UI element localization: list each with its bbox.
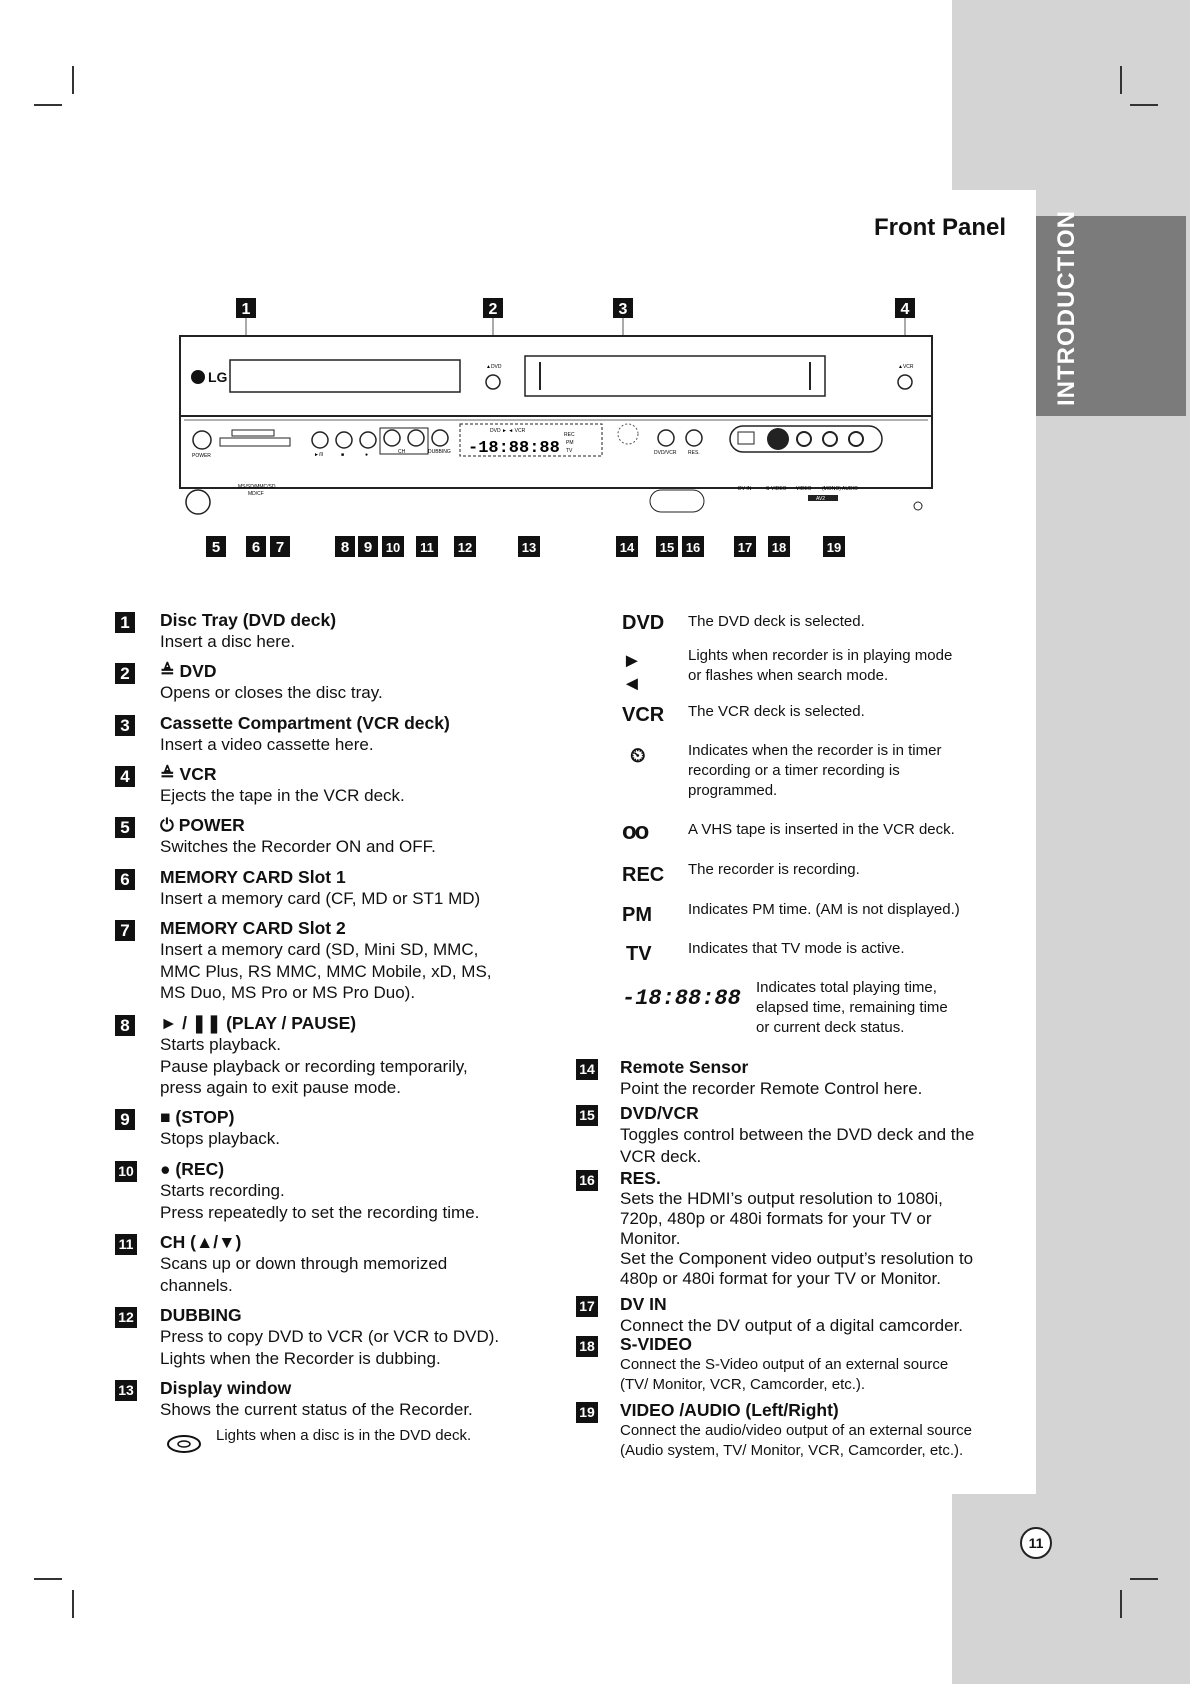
list-item (576, 1057, 1016, 1100)
item-desc: Press to copy DVD to VCR (or VCR to DVD). (160, 1327, 500, 1346)
indicator-text (688, 820, 998, 840)
callout-number: 2 (488, 301, 498, 318)
crop-mark (72, 1590, 74, 1618)
indicator-text (756, 978, 1066, 1038)
item-desc: Insert a disc here. (160, 632, 296, 651)
item-desc: VCR deck. (620, 1146, 702, 1166)
sidebar-gray-top (952, 0, 1190, 190)
tape-icon: oo (622, 818, 648, 845)
item-desc: (Audio system, TV/ Monitor, VCR, Camcorder, etc.). (620, 1442, 964, 1459)
indicator-symbol: VCR (622, 704, 665, 726)
card-slot-label: MD/CF (248, 491, 264, 497)
list-item (115, 610, 555, 653)
item-number: 2 (115, 663, 135, 684)
callout-number: 8 (340, 539, 350, 556)
ch-label: CH (398, 449, 406, 455)
item-desc: Connect the audio/video output of an external source (620, 1422, 972, 1439)
crop-mark (34, 1578, 62, 1580)
item-desc: Switches the Recorder ON and OFF. (160, 837, 436, 856)
lg-logo: LG (208, 369, 228, 385)
item-title: MEMORY CARD Slot 1 (160, 867, 346, 887)
callout-number: 5 (211, 539, 221, 556)
item-number: 5 (115, 817, 135, 838)
item-desc: Starts recording. (160, 1181, 285, 1200)
item-number: 3 (115, 715, 135, 736)
indicator-symbol: DVD (622, 612, 665, 634)
av-label: AV2 (816, 496, 826, 502)
list-item (115, 661, 555, 704)
indicator-line: The recorder is recording. (688, 861, 860, 878)
indicator-line: Indicates total playing time, (756, 979, 937, 996)
item-desc: Sets the HDMI’s output resolution to 1080i, (620, 1189, 943, 1208)
indicator-line: Indicates that TV mode is active. (688, 940, 905, 957)
item-number: 8 (115, 1015, 135, 1036)
indicator-line: recording or a timer recording is (688, 762, 900, 779)
item-title: DUBBING (160, 1305, 242, 1325)
item-number: 17 (576, 1296, 598, 1317)
indicator-symbol: PM (622, 904, 652, 926)
disc-indicator-text: Lights when a disc is in the DVD deck. (216, 1427, 472, 1444)
list-item (115, 713, 555, 756)
item-desc: Insert a memory card (CF, MD or ST1 MD) (160, 889, 481, 908)
callout-number: 1 (241, 301, 251, 318)
item-number: 11 (115, 1234, 137, 1255)
item-title: ≜ VCR (160, 764, 217, 784)
item-number: 4 (115, 766, 135, 787)
item-title: ■ (STOP) (160, 1107, 235, 1127)
indicator-line: or flashes when search mode. (688, 667, 889, 684)
callout-number: 17 (737, 540, 753, 555)
item-title: ► / ❚❚ (PLAY / PAUSE) (160, 1013, 357, 1033)
item-desc: Stops playback. (160, 1129, 281, 1148)
indicator-symbol: ► ◄ (622, 650, 642, 695)
stop-button-label: ■ (341, 452, 345, 458)
item-title: MEMORY CARD Slot 2 (160, 918, 346, 938)
callout-number: 14 (619, 540, 635, 555)
item-title: RES. (620, 1168, 661, 1188)
callout-number: 4 (900, 301, 910, 318)
item-number: 1 (115, 612, 135, 633)
dvd-vcr-label: DVD/VCR (654, 450, 677, 456)
display-tv: TV (566, 448, 573, 454)
list-item (115, 764, 555, 807)
front-panel-diagram (170, 296, 946, 530)
item-desc: Press repeatedly to set the recording time. (160, 1202, 480, 1222)
callout-number: 3 (618, 301, 628, 318)
dvd-eject-label: ▲DVD (486, 364, 502, 370)
indicator-symbol: REC (622, 864, 665, 886)
indicator-text (688, 646, 998, 686)
item-number: 7 (115, 920, 135, 941)
indicator-line: A VHS tape is inserted in the VCR deck. (688, 821, 955, 838)
list-item (576, 1400, 1016, 1461)
list-item (115, 1107, 555, 1150)
indicator-line: Lights when recorder is in playing mode (688, 647, 953, 664)
list-item (576, 1334, 1016, 1395)
crop-mark (72, 66, 74, 94)
item-desc: Point the recorder Remote Control here. (620, 1079, 923, 1098)
s-video-label: S-VIDEO (766, 486, 787, 492)
dv-in-label: DV IN (738, 486, 752, 492)
item-number: 15 (576, 1105, 598, 1126)
item-desc: Monitor. (620, 1229, 681, 1248)
indicator-line: The VCR deck is selected. (688, 703, 865, 720)
indicator-text (688, 860, 998, 880)
callout-number: 6 (251, 539, 261, 556)
display-indicators: DVD ► ◄ VCR (490, 428, 526, 434)
page-number: 11 (1020, 1527, 1052, 1559)
item-desc: Opens or closes the disc tray. (160, 683, 383, 702)
sidebar-gray-bottom (952, 1494, 1190, 1684)
video-label: VIDEO (796, 486, 812, 492)
item-number: 10 (115, 1161, 137, 1182)
rec-button-label: ● (365, 452, 369, 458)
item-desc: MMC Plus, RS MMC, MMC Mobile, xD, MS, (160, 961, 492, 981)
indicator-text (688, 702, 998, 722)
callout-number: 15 (659, 540, 675, 555)
item-desc: Shows the current status of the Recorder. (160, 1400, 473, 1419)
bottom-callouts (200, 534, 900, 564)
list-item (115, 815, 555, 858)
dubbing-label: DUBBING (428, 449, 451, 455)
play-button-label: ►/II (314, 452, 324, 458)
item-number: 19 (576, 1402, 598, 1423)
item-desc: Connect the DV output of a digital camcorder. (620, 1316, 964, 1335)
list-item (115, 867, 555, 910)
list-item (115, 1305, 555, 1369)
callout-number: 19 (826, 540, 842, 555)
item-desc: Pause playback or recording temporarily, (160, 1056, 468, 1076)
item-desc: Connect the S-Video output of an external source (620, 1356, 949, 1373)
item-title: CH (▲/▼) (160, 1232, 242, 1252)
section-tab-label: INTRODUCTION (1053, 210, 1080, 406)
item-desc: 480p or 480i format for your TV or Monitor. (620, 1269, 941, 1288)
indicator-line: The DVD deck is selected. (688, 613, 865, 630)
item-number: 14 (576, 1059, 598, 1080)
item-title: DV IN (620, 1294, 667, 1314)
item-title: Remote Sensor (620, 1057, 749, 1077)
callout-number: 18 (771, 540, 787, 555)
power-label: POWER (192, 453, 211, 459)
indicator-text (688, 741, 998, 801)
display-digits: -18:88:88 (468, 439, 560, 458)
res-label: RES. (688, 450, 700, 456)
display-pm: PM (566, 440, 574, 446)
item-title: DVD/VCR (620, 1103, 699, 1123)
item-number: 6 (115, 869, 135, 890)
item-desc: Set the Component video output’s resolution to (620, 1249, 974, 1268)
list-item (115, 1013, 555, 1099)
indicator-line: Indicates PM time. (AM is not displayed.) (688, 901, 960, 918)
list-item (576, 1294, 1016, 1337)
crop-mark (34, 104, 62, 106)
disc-icon (166, 1433, 202, 1455)
crop-mark (1120, 66, 1122, 94)
item-desc: Toggles control between the DVD deck and the (620, 1125, 975, 1144)
item-desc: Scans up or down through memorized (160, 1254, 448, 1273)
indicator-text (688, 900, 998, 920)
list-item (115, 1232, 555, 1296)
callout-number: 12 (457, 540, 473, 555)
item-desc: Ejects the tape in the VCR deck. (160, 786, 405, 805)
callout-number: 7 (275, 539, 285, 556)
display-rec: REC (564, 432, 575, 438)
item-desc: MS Duo, MS Pro or MS Pro Duo). (160, 983, 416, 1002)
indicator-line: or current deck status. (756, 1019, 905, 1036)
item-number: 9 (115, 1109, 135, 1130)
list-item (115, 918, 555, 1004)
item-desc: Insert a memory card (SD, Mini SD, MMC, (160, 940, 479, 959)
indicator-line: Indicates when the recorder is in timer (688, 742, 942, 759)
item-title: VIDEO /AUDIO (Left/Right) (620, 1400, 839, 1420)
item-number: 18 (576, 1336, 598, 1357)
vcr-eject-label: ▲VCR (898, 364, 914, 370)
item-desc: Insert a video cassette here. (160, 735, 374, 754)
item-desc: channels. (160, 1275, 233, 1295)
item-desc: (TV/ Monitor, VCR, Camcorder, etc.). (620, 1376, 866, 1393)
item-number: 13 (115, 1380, 137, 1401)
indicator-line: elapsed time, remaining time (756, 999, 948, 1016)
timer-icon: ⏲ (630, 745, 646, 767)
list-item (115, 1378, 555, 1421)
item-title: Cassette Compartment (VCR deck) (160, 713, 450, 733)
callout-number: 9 (363, 539, 373, 556)
display-digits-symbol: -18:88:88 (622, 986, 741, 1011)
audio-label: (MONO) AUDIO (822, 486, 858, 492)
item-desc: Starts playback. (160, 1035, 281, 1054)
callout-number: 16 (685, 540, 701, 555)
indicator-line: programmed. (688, 782, 778, 799)
item-title: ⏻ POWER (160, 815, 245, 835)
item-desc: press again to exit pause mode. (160, 1078, 401, 1097)
indicator-text (688, 612, 998, 632)
item-desc: 720p, 480p or 480i formats for your TV or (620, 1209, 932, 1228)
indicator-symbol: TV (626, 943, 652, 965)
crop-mark (1130, 104, 1158, 106)
item-title: ≜ DVD (160, 661, 217, 681)
list-item (115, 1159, 555, 1223)
card-slot-label: MS/SD/MMC/SD (238, 484, 276, 490)
crop-mark (1120, 1590, 1122, 1618)
indicator-text (688, 939, 998, 959)
item-title: Disc Tray (DVD deck) (160, 610, 337, 630)
item-number: 16 (576, 1170, 598, 1191)
item-title: S-VIDEO (620, 1334, 692, 1354)
page-title: Front Panel (873, 214, 1006, 241)
list-item (576, 1168, 1016, 1289)
callout-number: 13 (521, 540, 537, 555)
item-title: ● (REC) (160, 1159, 225, 1179)
callout-number: 11 (420, 540, 434, 555)
callout-number: 10 (385, 540, 401, 555)
list-item (576, 1103, 1016, 1167)
crop-mark (1130, 1578, 1158, 1580)
item-desc: Lights when the Recorder is dubbing. (160, 1348, 441, 1368)
item-title: Display window (160, 1378, 292, 1398)
item-number: 12 (115, 1307, 137, 1328)
